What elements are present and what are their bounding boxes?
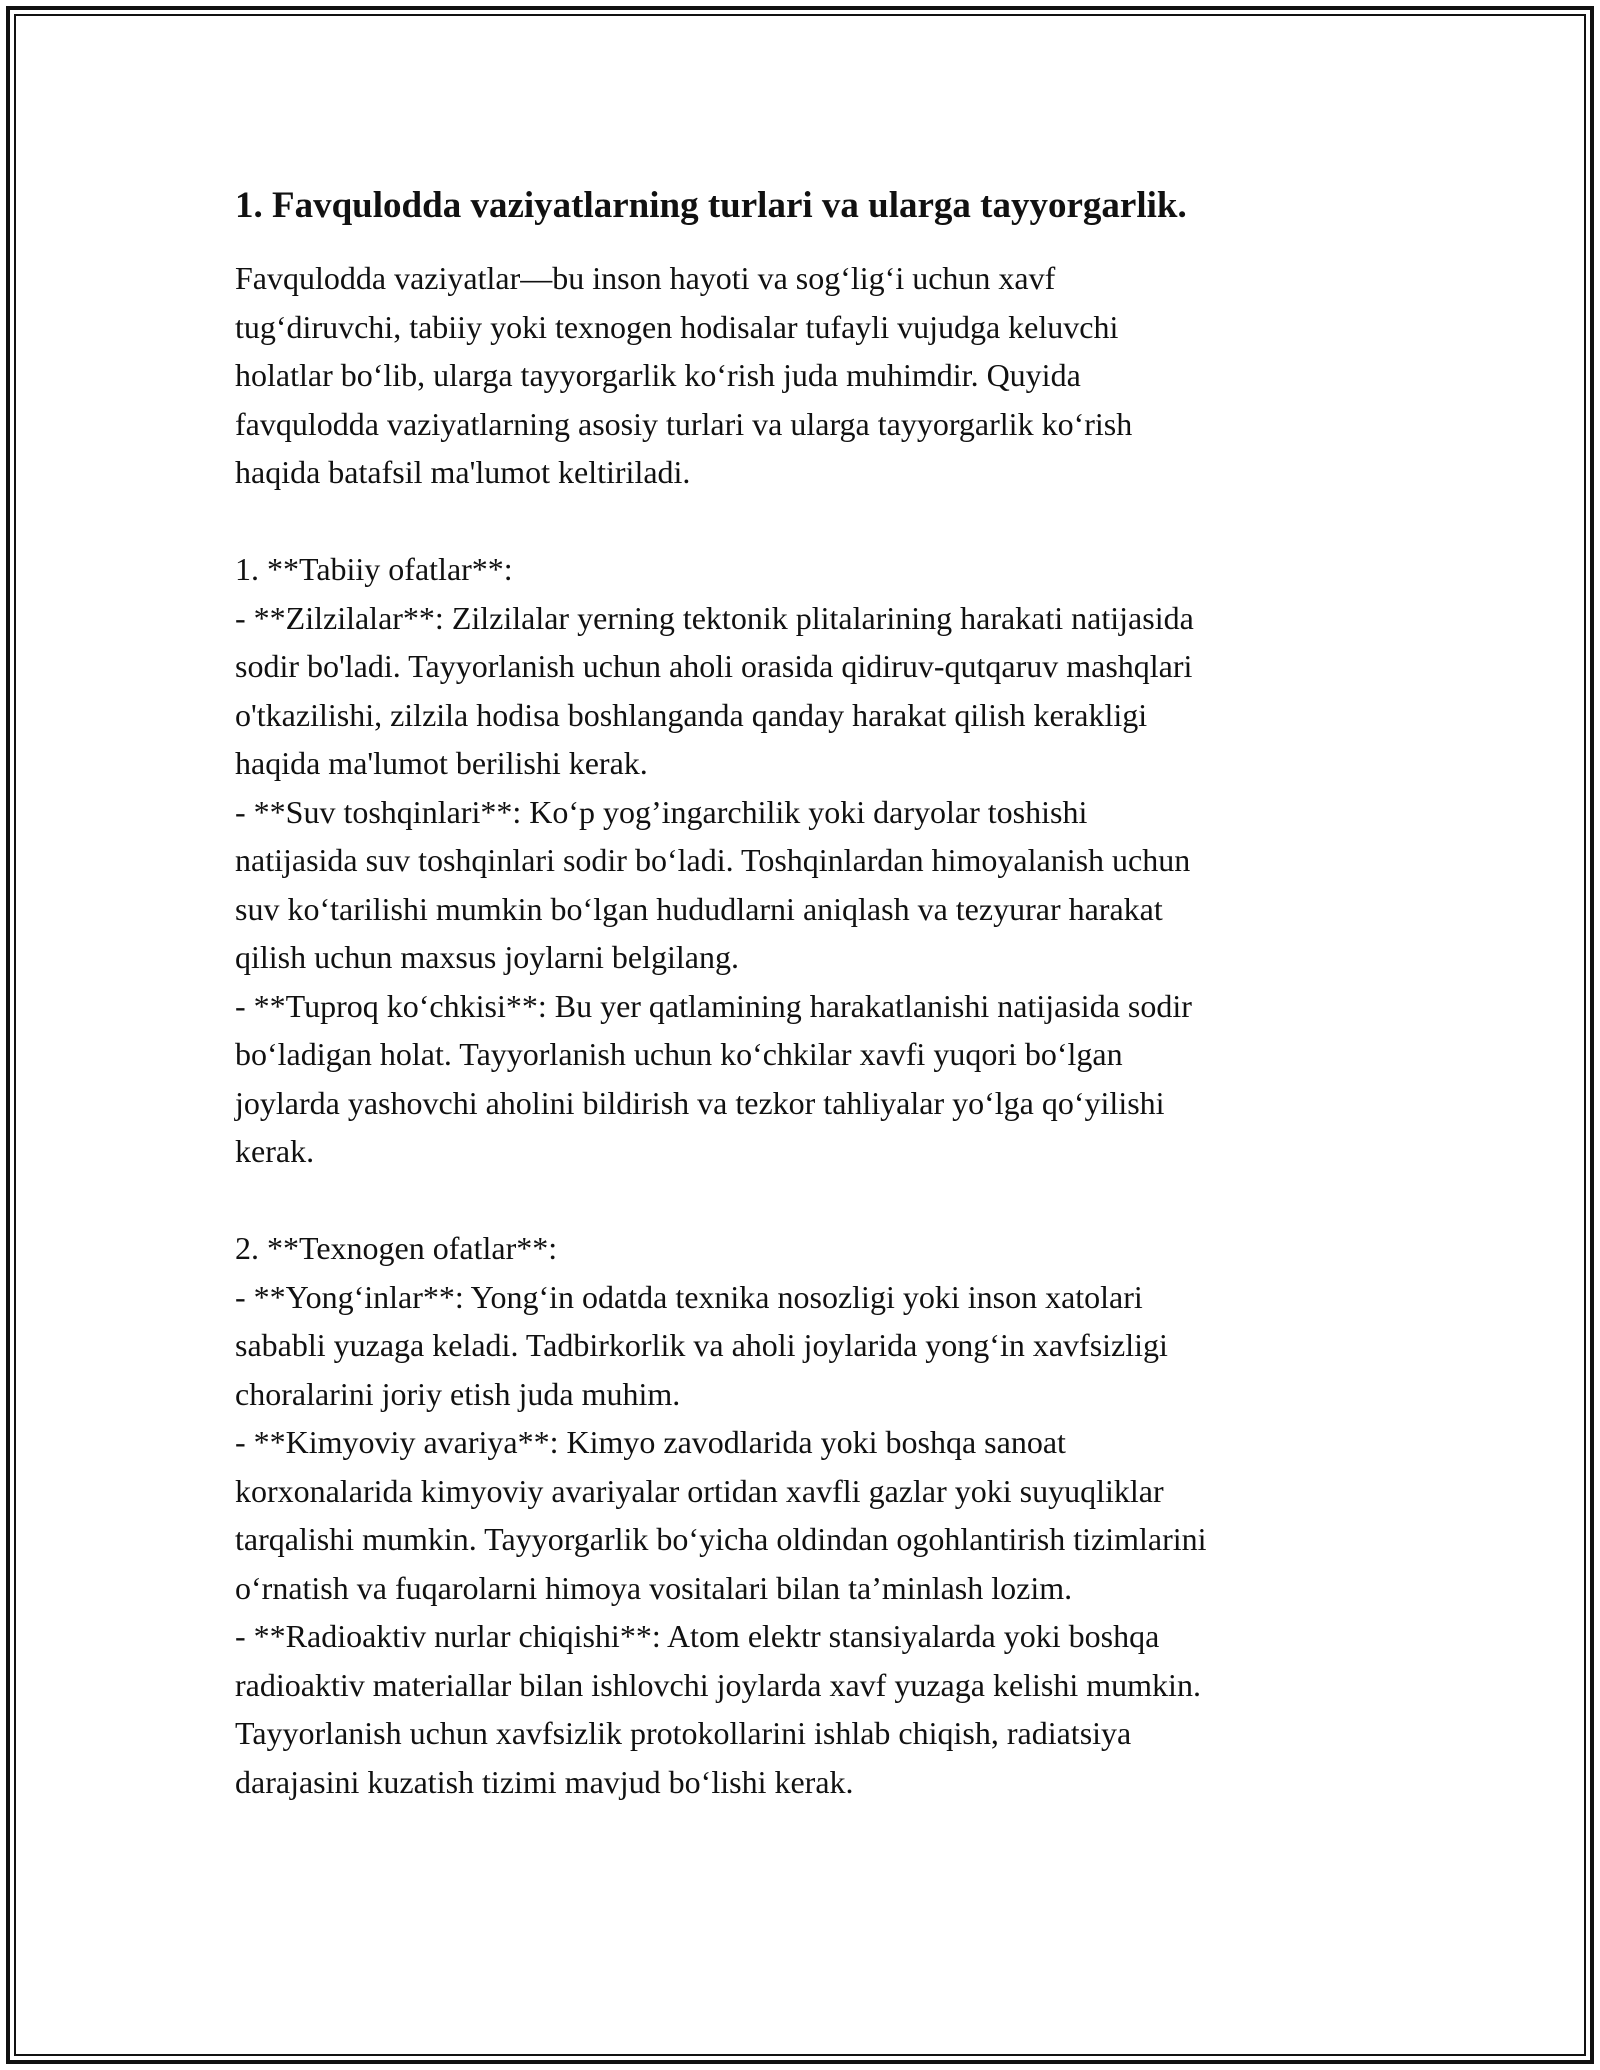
document-page: [235, 182, 1375, 1806]
paragraph-spacer: [235, 1176, 1375, 1225]
natural-disasters-section: 1. **Tabiiy ofatlar**: - **Zilzilalar**: Zilzilalar yerning tektonik plitalarining harakati natijasida sodir bo'ladi. Tayyorlanish uchun aholi orasida qidiruv-qutqaruv mashqlari o'tkazilishi, zilzila hodisa boshlanganda qanday harakat qilish kerakligi haqida ma'lumot berilishi kerak. - **Suv toshqinlari**: Ko‘p yog’ingarchilik yoki daryolar toshishi natijasida suv toshqinlari sodir bo‘ladi. Toshqinlardan himoyalanish uchun suv ko‘tarilishi mumkin bo‘lgan hududlarni aniqlash va tezyurar harakat qilish uchun maxsus joylarni belgilang. - **Tuproq ko‘chkisi**: Bu yer qatlamining harakatlanishi natijasida sodir bo‘ladigan holat. Tayyorlanish uchun ko‘chkilar xavfi yuqori bo‘lgan joylarda yashovchi aholini bildirish va tezkor tahliyalar yo‘lga qo‘yilishi kerak.: [235, 551, 1194, 1169]
document-title: 1. Favqulodda vaziyatlarning turlari va ularga tayyorgarlik.: [235, 185, 1187, 226]
paragraph-spacer: [235, 497, 1375, 546]
intro-paragraph: Favqulodda vaziyatlar—bu inson hayoti va sog‘lig‘i uchun xavf tug‘diruvchi, tabiiy yoki texnogen hodisalar tufayli vujudga keluvchi holatlar bo‘lib, ularga tayyorgarlik ko‘rish juda muhimdir. Quyida favqulodda vaziyatlarning asosiy turlari va ularga tayyorgarlik ko‘rish haqida batafsil ma'lumot keltiriladi.: [235, 260, 1133, 490]
technogenic-disasters-section: 2. **Texnogen ofatlar**: - **Yong‘inlar**: Yong‘in odatda texnika nosozligi yoki inson xatolari sababli yuzaga keladi. Tadbirkorlik va aholi joylarida yong‘in xavfsizligi choralarini joriy etish juda muhim. - **Kimyoviy avariya**: Kimyo zavodlarida yoki boshqa sanoat korxonalarida kimyoviy avariyalar ortidan xavfli gazlar yoki suyuqliklar tarqalishi mumkin. Tayyorgarlik bo‘yicha oldindan ogohlantirish tizimlarini o‘rnatish va fuqarolarni himoya vositalari bilan ta’minlash lozim. - **Radioaktiv nurlar chiqishi**: Atom elektr stansiyalarda yoki boshqa radioaktiv materiallar bilan ishlovchi joylarda xavf yuzaga kelishi mumkin. Tayyorlanish uchun xavfsizlik protokollarini ishlab chiqish, radiatsiya darajasini kuzatish tizimi mavjud bo‘lishi kerak.: [235, 1230, 1207, 1800]
